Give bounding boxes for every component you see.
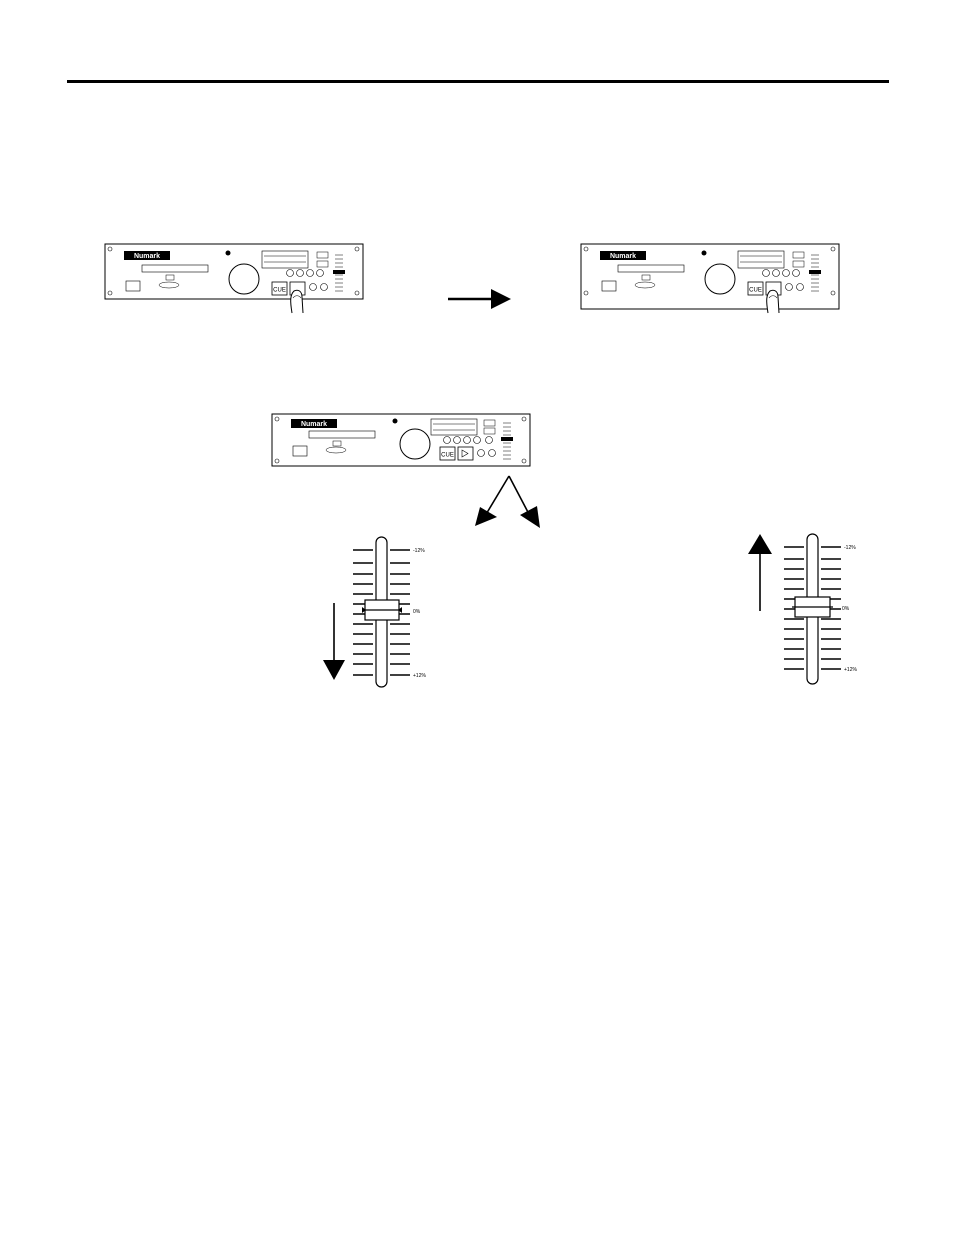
cd-player-before <box>104 243 366 315</box>
lcd-display <box>262 251 308 268</box>
fader-top-label: -12% <box>413 548 425 554</box>
power-button <box>126 281 140 291</box>
play-button <box>458 447 473 460</box>
jog-wheel <box>229 264 259 294</box>
brand-label: Numark <box>300 421 328 428</box>
arrow-down-icon <box>323 603 345 680</box>
header-rule <box>67 80 889 83</box>
cue-label: CUE <box>749 287 762 294</box>
finger-press-icon <box>291 290 303 313</box>
power-button <box>293 446 307 456</box>
power-button <box>602 281 616 291</box>
fader-top-label: -12% <box>844 545 856 551</box>
cue-label: CUE <box>273 287 286 294</box>
jog-wheel <box>400 429 430 459</box>
pitch-knob <box>809 270 821 274</box>
pitch-knob <box>333 270 345 274</box>
fader-bottom-label: +12% <box>844 667 857 673</box>
brand-label: Numark <box>133 253 161 260</box>
cd-tray <box>309 431 375 438</box>
split-arrow-icon <box>470 474 544 530</box>
cd-tray <box>142 265 208 272</box>
fader-bottom-label: +12% <box>413 673 426 679</box>
cd-player-after <box>580 243 842 315</box>
finger-press-icon <box>767 290 779 313</box>
fader-mid-label: 0% <box>413 609 421 615</box>
pitch-fader-left <box>318 533 436 693</box>
arrow-right-icon <box>447 287 513 311</box>
fader-mid-label: 0% <box>842 606 850 612</box>
cd-player-center <box>271 413 533 469</box>
pitch-fader-right <box>745 531 863 687</box>
brand-label: Numark <box>609 253 637 260</box>
lcd-display <box>738 251 784 268</box>
cue-label: CUE <box>441 452 454 459</box>
arrow-up-icon <box>748 534 772 611</box>
jog-wheel <box>705 264 735 294</box>
cd-tray <box>618 265 684 272</box>
lcd-display <box>431 419 477 435</box>
pitch-knob <box>501 437 513 441</box>
